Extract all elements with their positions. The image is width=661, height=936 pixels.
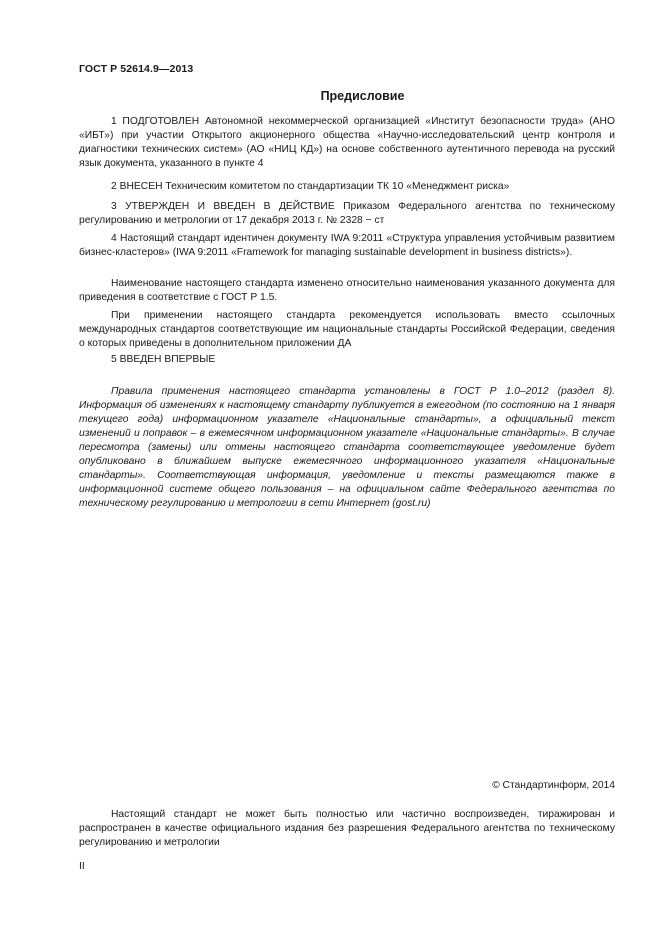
paragraph-name-change: Наименование настоящего стандарта изменено относительно наименования указанного документа для приведения в соответствие с ГОСТ Р 1.5. xyxy=(79,278,615,303)
paragraph-first-introduced: 5 ВВЕДЕН ВПЕРВЫЕ xyxy=(111,354,216,365)
page-title: Предисловие xyxy=(320,89,405,103)
paragraph-references: При применении настоящего стандарта рекомендуется использовать вместо ссылочных международных стандартов соответствующие им национальные стандарты Российской Федерации, сведения о которых приведены в дополнительном приложении ДА xyxy=(79,310,615,349)
paragraph-application-rules: Правила применения настоящего стандарта установлены в ГОСТ Р 1.0–2012 (раздел 8). Информация об изменениях к настоящему стандарту публикуется в ежегодном (по состоянию на 1 января текущего года) информационном указателе «Национальные стандарты», а официальный текст изменений и поправок – в ежемесячном информационном указателе «Национальные стандарты». В случае пересмотра (замены) или отмены настоящего стандарта соответствующее уведомление будет опубликовано в ближайшем выпуске ежемесячного информационного указателя «Национальные стандарты». Соответствующая информация, уведомление и тексты размещаются также в информационной системе общего пользования – на официальном сайте Федерального агентства по техническому регулированию и метрологии в сети Интернет (gost.ru) xyxy=(79,386,615,509)
copyright-line: © Стандартинформ, 2014 xyxy=(492,780,615,791)
paragraph-prepared: 1 ПОДГОТОВЛЕН Автономной некоммерческой организацией «Институт безопасности труда» (АНО «ИБТ») при участии Открытого акционерного общества «Научно-исследовательский центр контроля и диагностики технических систем» (АО «НИЦ КД») на основе собственного аутентичного перевода на русский язык документа, указанного в пункте 4 xyxy=(79,116,615,169)
document-header: ГОСТ Р 52614.9—2013 xyxy=(79,63,194,75)
paragraph-approved: 3 УТВЕРЖДЕН И ВВЕДЕН В ДЕЙСТВИЕ Приказом Федерального агентства по техническому регулированию и метрологии от 17 декабря 2013 г. № 2328 − ст xyxy=(79,201,615,226)
page-number: II xyxy=(79,861,85,872)
reproduction-notice: Настоящий стандарт не может быть полностью или частично воспроизведен, тиражирован и распространен в качестве официального издания без разрешения Федерального агентства по техническому регулированию и метрологии xyxy=(79,809,615,848)
paragraph-introduced: 2 ВНЕСЕН Техническим комитетом по стандартизации ТК 10 «Менеджмент риска» xyxy=(111,181,510,192)
paragraph-identical: 4 Настоящий стандарт идентичен документу IWA 9:2011 «Структура управления устойчивым развитием бизнес-кластеров» (IWA 9:2011 «Framework for managing sustainable development in business districts»). xyxy=(79,233,615,258)
